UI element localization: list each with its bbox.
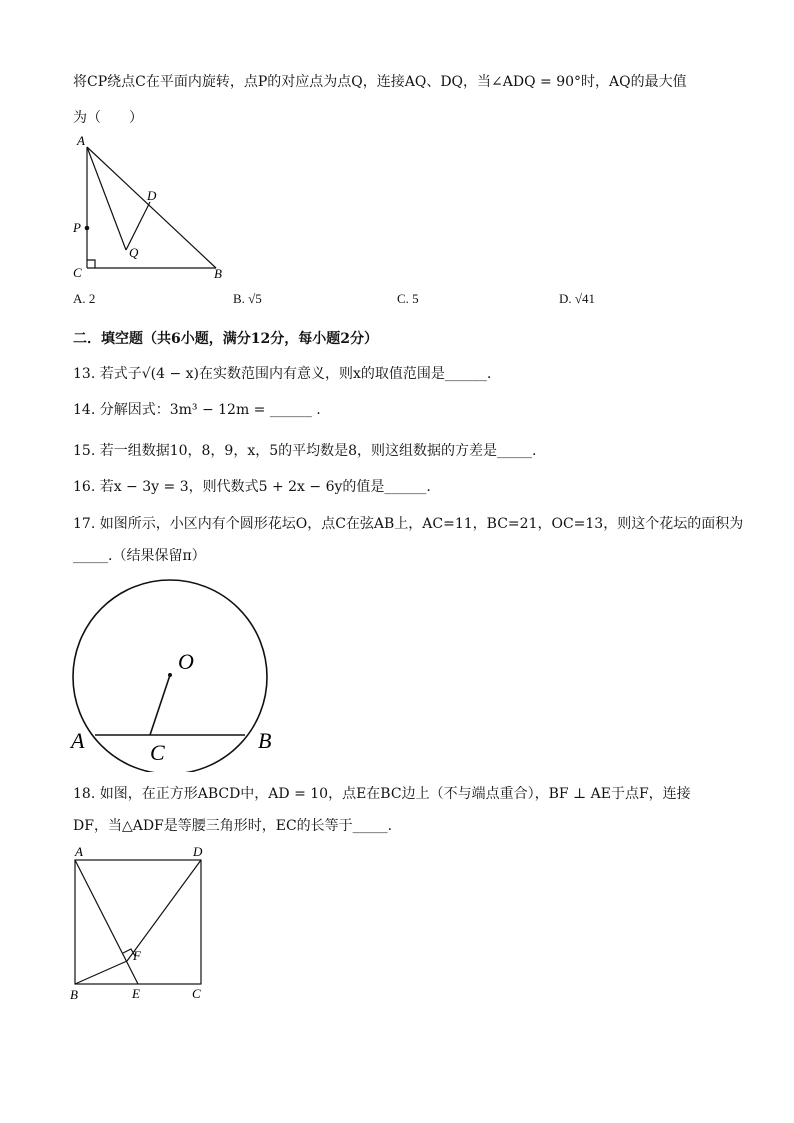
- q17-figure: [66, 572, 286, 772]
- q12-figure: [66, 130, 236, 282]
- point-o: [168, 673, 172, 677]
- segment-bf: [75, 961, 127, 984]
- q18-text-line1: 18. 如图，在正方形ABCD中，AD = 10，点E在BC边上（不与端点重合），BF ⊥ AE于点F，连接: [73, 786, 691, 802]
- label-c: C: [150, 740, 165, 765]
- segment-oc: [150, 675, 170, 735]
- label-q: Q: [129, 245, 139, 260]
- q12-choice-b: B. √5: [233, 291, 262, 306]
- square-abcd: [75, 860, 201, 984]
- label-b: B: [258, 728, 272, 753]
- q12-text-line1: 将CP绕点C在平面内旋转，点P的对应点为点Q，连接AQ、DQ，当∠ADQ = 90°时，AQ的最大值: [73, 74, 687, 90]
- q17-text-line2: _____.（结果保留π）: [73, 548, 206, 564]
- q17-text-line1: 17. 如图所示，小区内有个圆形花坛O，点C在弦AB上，AC=11，BC=21，OC=13，则这个花坛的面积为: [73, 516, 744, 532]
- q12-choice-a: A. 2: [73, 291, 96, 306]
- segment-ab: [87, 147, 216, 268]
- label-d: D: [193, 844, 203, 859]
- right-angle-mark-c: [87, 260, 95, 268]
- label-b: B: [214, 266, 222, 281]
- label-a: A: [75, 844, 83, 859]
- section-heading: 二．填空题（共6小题，满分12分，每小题2分）: [73, 331, 378, 347]
- label-a: A: [77, 133, 85, 148]
- q16-text: 16. 若x − 3y = 3，则代数式5 + 2x − 6y的值是______.: [73, 479, 431, 495]
- point-p: [85, 226, 90, 231]
- q13-text: 13. 若式子√(4 − x)在实数范围内有意义，则x的取值范围是______.: [73, 366, 492, 382]
- label-b: B: [70, 987, 78, 1002]
- q18-text-line2: DF，当△ADF是等腰三角形时，EC的长等于_____.: [73, 818, 393, 834]
- label-c: C: [192, 986, 201, 1001]
- q15-text: 15. 若一组数据10，8，9，x，5的平均数是8，则这组数据的方差是_____.: [73, 443, 537, 459]
- label-e: E: [132, 986, 140, 1001]
- label-c: C: [73, 265, 82, 280]
- segment-fd: [127, 860, 201, 961]
- q18-figure: [66, 842, 226, 1004]
- q12-choice-c: C. 5: [397, 291, 419, 306]
- segment-qd: [126, 202, 150, 250]
- label-f: F: [133, 948, 141, 963]
- label-d: D: [147, 188, 157, 203]
- label-a: A: [71, 728, 85, 753]
- segment-aq: [87, 147, 126, 250]
- q12-text-line2: 为（ ）: [73, 110, 143, 126]
- label-p: P: [73, 220, 81, 235]
- label-o: O: [178, 649, 194, 674]
- q12-choice-d: D. √41: [559, 291, 596, 306]
- segment-ae: [75, 860, 138, 984]
- q14-text: 14. 分解因式：3m³ − 12m = ______ .: [73, 402, 321, 418]
